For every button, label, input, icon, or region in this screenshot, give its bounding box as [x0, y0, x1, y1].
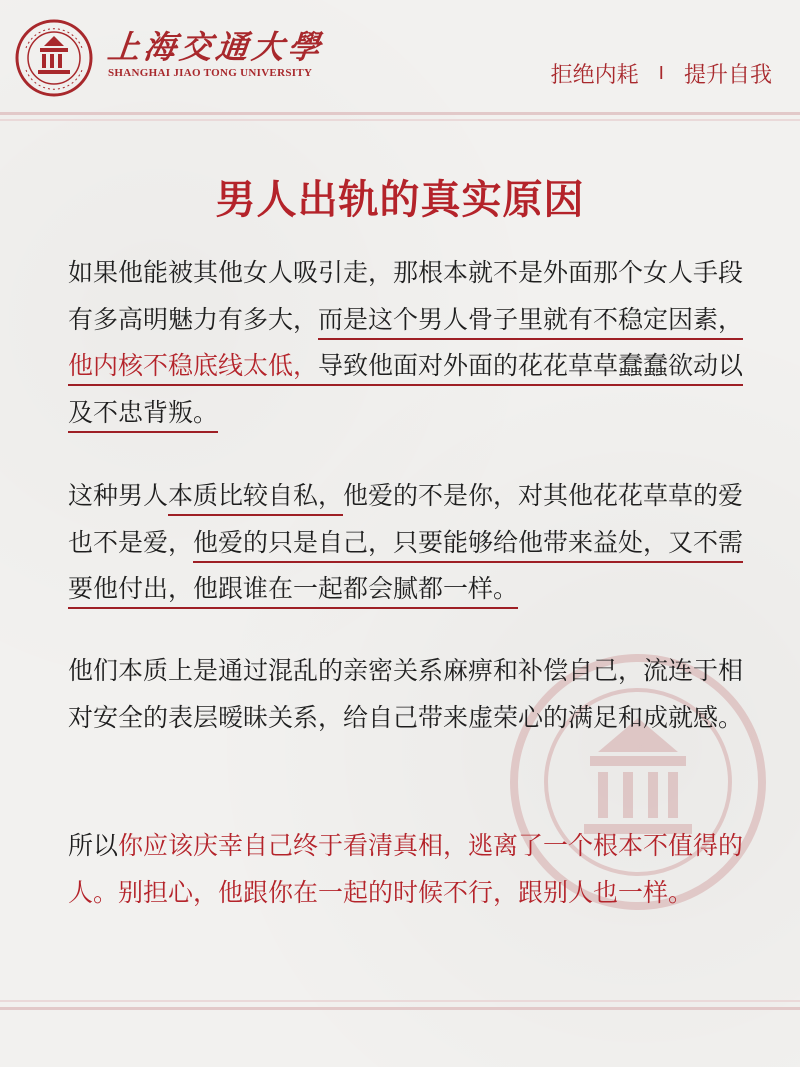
divider: [0, 1000, 800, 1002]
page-title: 男人出轨的真实原因: [215, 177, 585, 223]
slogan-right: 提升自我: [683, 63, 772, 88]
paragraph-1-part-a: 如果他能被其他女人吸引走，那根本就不是外面那个女人手段有多高明魅力有多大，: [68, 258, 744, 334]
paragraph-4: [68, 823, 748, 916]
paragraph-1-part-d: 导致他面对外面的花花草草蠢蠢欲动以及不忠背叛。: [68, 351, 743, 433]
slogan-separator: I: [658, 63, 664, 84]
paragraph-4-part-a: 所以: [68, 831, 119, 860]
paragraph-2-part-a: 这种男人: [68, 481, 169, 510]
paragraph-2-part-b: 本质比较自私，: [168, 481, 343, 516]
paragraph-3: [68, 648, 748, 741]
divider: [0, 112, 800, 115]
divider: [0, 119, 800, 121]
divider: [0, 1007, 800, 1010]
header: [0, 0, 800, 112]
slogan: [551, 58, 772, 89]
paragraph-3-text: 他们本质上是通过混乱的亲密关系麻痹和补偿自己，流连于相对安全的表层暧昧关系，给自己带来虚荣心的满足和成就感。: [68, 656, 744, 732]
paragraph-1-part-b: 而是这个男人骨子里就有不稳定因素，: [318, 305, 743, 340]
paragraph-1: [68, 250, 748, 436]
university-seal-icon: [14, 18, 94, 98]
university-name-en: SHANGHAI JIAO TONG UNIVERSITY: [108, 67, 313, 79]
paragraph-4-part-b: 你应该庆幸自己终于看清真相，逃离了一个根本不值得的人。别担心，他跟你在一起的时候不行，跟别人也一样。: [68, 831, 744, 907]
paragraph-2-part-c: 他爱的不是你，对其他花花草草的爱也不是爱，: [68, 481, 744, 557]
slogan-left: 拒绝内耗: [550, 63, 639, 88]
paragraph-1-part-c: 他内核不稳底线太低，: [68, 351, 318, 386]
paragraph-2: [68, 473, 748, 613]
paragraph-2-part-d: 他爱的只是自己，只要能够给他带来益处，又不需要他付出，他跟谁在一起都会腻都一样。: [68, 528, 743, 610]
university-name-cn: 上海交通大學: [105, 28, 326, 66]
